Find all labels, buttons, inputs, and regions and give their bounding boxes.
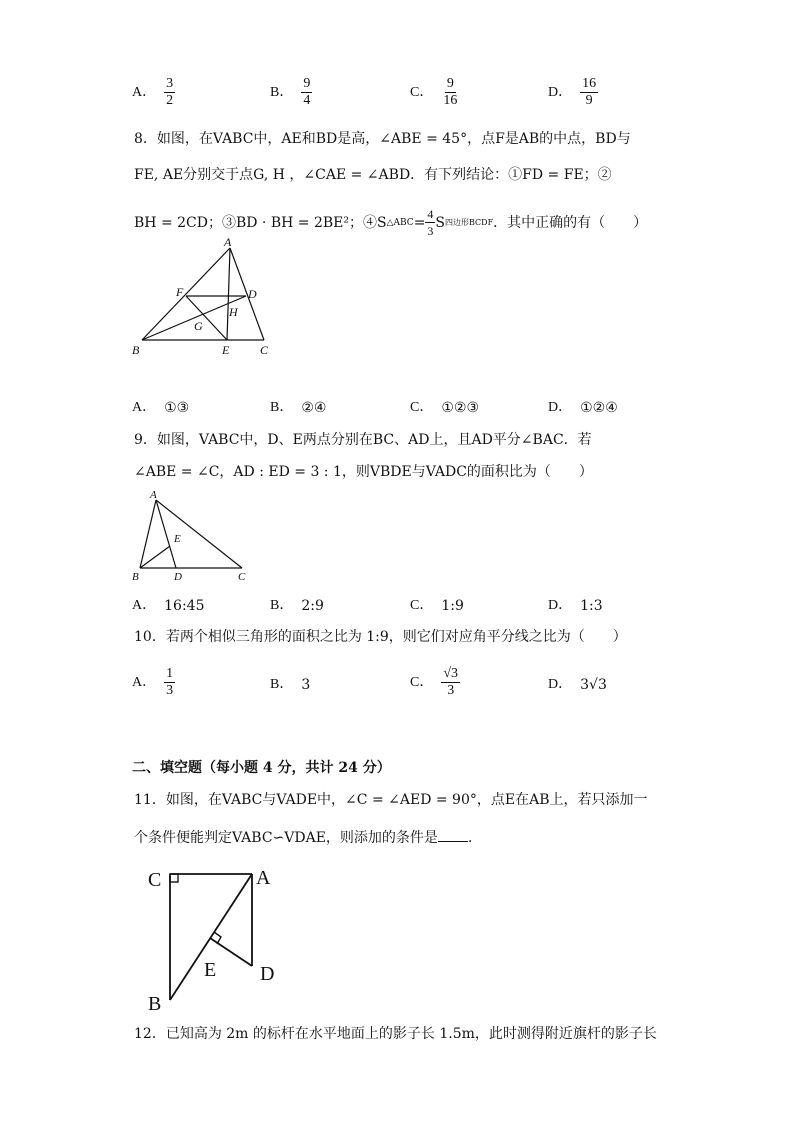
label-e: E	[204, 959, 217, 981]
label-e: E	[222, 343, 230, 357]
fraction: $\frac{9}{4}$	[303, 76, 311, 108]
segment-ab	[170, 874, 252, 1000]
q11-line-1: 11．如图，在VABC与VADE中，∠C = ∠AED = 90°，点E在AB上，若只添加一	[134, 792, 648, 808]
q8-option-b: B． ②④	[270, 400, 327, 416]
label-b: B	[132, 571, 139, 583]
label-b: B	[148, 993, 162, 1015]
label-g: G	[194, 319, 203, 333]
q8-option-a: A． ①③	[132, 400, 190, 416]
q8-option-d: D． ①②④	[548, 400, 618, 416]
label-d: D	[248, 287, 257, 301]
q10-option-d: D． 3√3	[548, 677, 607, 693]
label-c: C	[148, 869, 162, 891]
q9-line-1: 9．如图，VABC中，D、E两点分别在BC、AD上，且AD平分∠BAC．若	[134, 432, 592, 448]
segment-ab	[142, 248, 230, 340]
q7-option-b: B． $\frac{9}{4}$	[270, 76, 311, 108]
q8-figure	[128, 236, 288, 362]
q10-option-b: B． 3	[270, 677, 311, 693]
q9-line-2: ∠ABE = ∠C，AD : ED = 3 : 1，则VBDE与VADC的面积比为（ ）	[134, 464, 593, 480]
right-angle-c-icon	[170, 874, 178, 882]
q8-line-3: BH = 2CD；③BD · BH = 2BE²；④S △ABC = $\frac{4}{3}$ S 四边形BCDF ．其中正确的有（ ）	[134, 207, 648, 238]
segment-ad	[156, 500, 176, 568]
q9-option-d: D． 1:3	[548, 598, 603, 614]
q10-line-1: 10．若两个相似三角形的面积之比为 1:9，则它们对应角平分线之比为（ ）	[134, 629, 627, 645]
fraction: $\frac{1}{3}$	[166, 666, 174, 698]
label-d: D	[174, 571, 182, 583]
segment-ae	[227, 248, 230, 340]
fraction: $\frac{9}{16}$	[443, 76, 458, 108]
fraction: $\frac{4}{3}$	[427, 207, 434, 238]
label-c: C	[238, 571, 246, 583]
label-b: B	[132, 343, 140, 357]
label-d: D	[260, 963, 275, 985]
label-e: E	[174, 533, 181, 545]
label-a: A	[224, 236, 232, 249]
fraction: $\frac{3}{2}$	[166, 76, 174, 108]
q9-option-a: A． 16:45	[132, 598, 205, 614]
q12-line-1: 12．已知高为 2m 的标杆在水平地面上的影子长 1.5m，此时测得附近旗杆的影子长	[134, 1026, 657, 1042]
q10-option-a: A． $\frac{1}{3}$	[132, 666, 174, 698]
label-a: A	[150, 489, 157, 501]
q10-option-c: C． $\frac{√3}{3}$	[410, 666, 459, 698]
q9-option-c: C． 1:9	[410, 598, 464, 614]
label-a: A	[256, 867, 271, 889]
q9-option-b: B． 2:9	[270, 598, 324, 614]
label-c: C	[260, 343, 269, 357]
q7-option-d: D． $\frac{16}{9}$	[548, 76, 597, 108]
segment-ac	[230, 248, 264, 340]
q11-figure	[140, 858, 290, 1016]
q9-figure	[128, 488, 258, 584]
q8-line-1: 8．如图，在VABC中，AE和BD是高，∠ABE = 45°，点F是AB的中点，BD与	[134, 131, 631, 147]
label-h: H	[229, 305, 238, 319]
segment-fe	[186, 296, 227, 340]
label-f: F	[176, 285, 184, 299]
section-heading: 二、填空题（每小题 4 分，共计 24 分）	[132, 760, 391, 776]
q11-line-2: 个条件便能判定VABC∽VDAE，则添加的条件是 ．	[134, 830, 482, 846]
q8-option-c: C． ①②③	[410, 400, 479, 416]
fraction: $\frac{16}{9}$	[582, 76, 597, 108]
q7-option-a: A． $\frac{3}{2}$	[132, 76, 174, 108]
q7-option-c: C． $\frac{9}{16}$	[410, 76, 458, 108]
segment-ed	[210, 938, 252, 966]
fraction: $\frac{√3}{3}$	[443, 666, 459, 698]
answer-blank	[438, 829, 468, 842]
segment-ac	[156, 500, 242, 568]
q8-line-2: FE, AE分别交于点G, H ，∠CAE = ∠ABD．有下列结论：①FD = FE；②	[134, 167, 612, 183]
